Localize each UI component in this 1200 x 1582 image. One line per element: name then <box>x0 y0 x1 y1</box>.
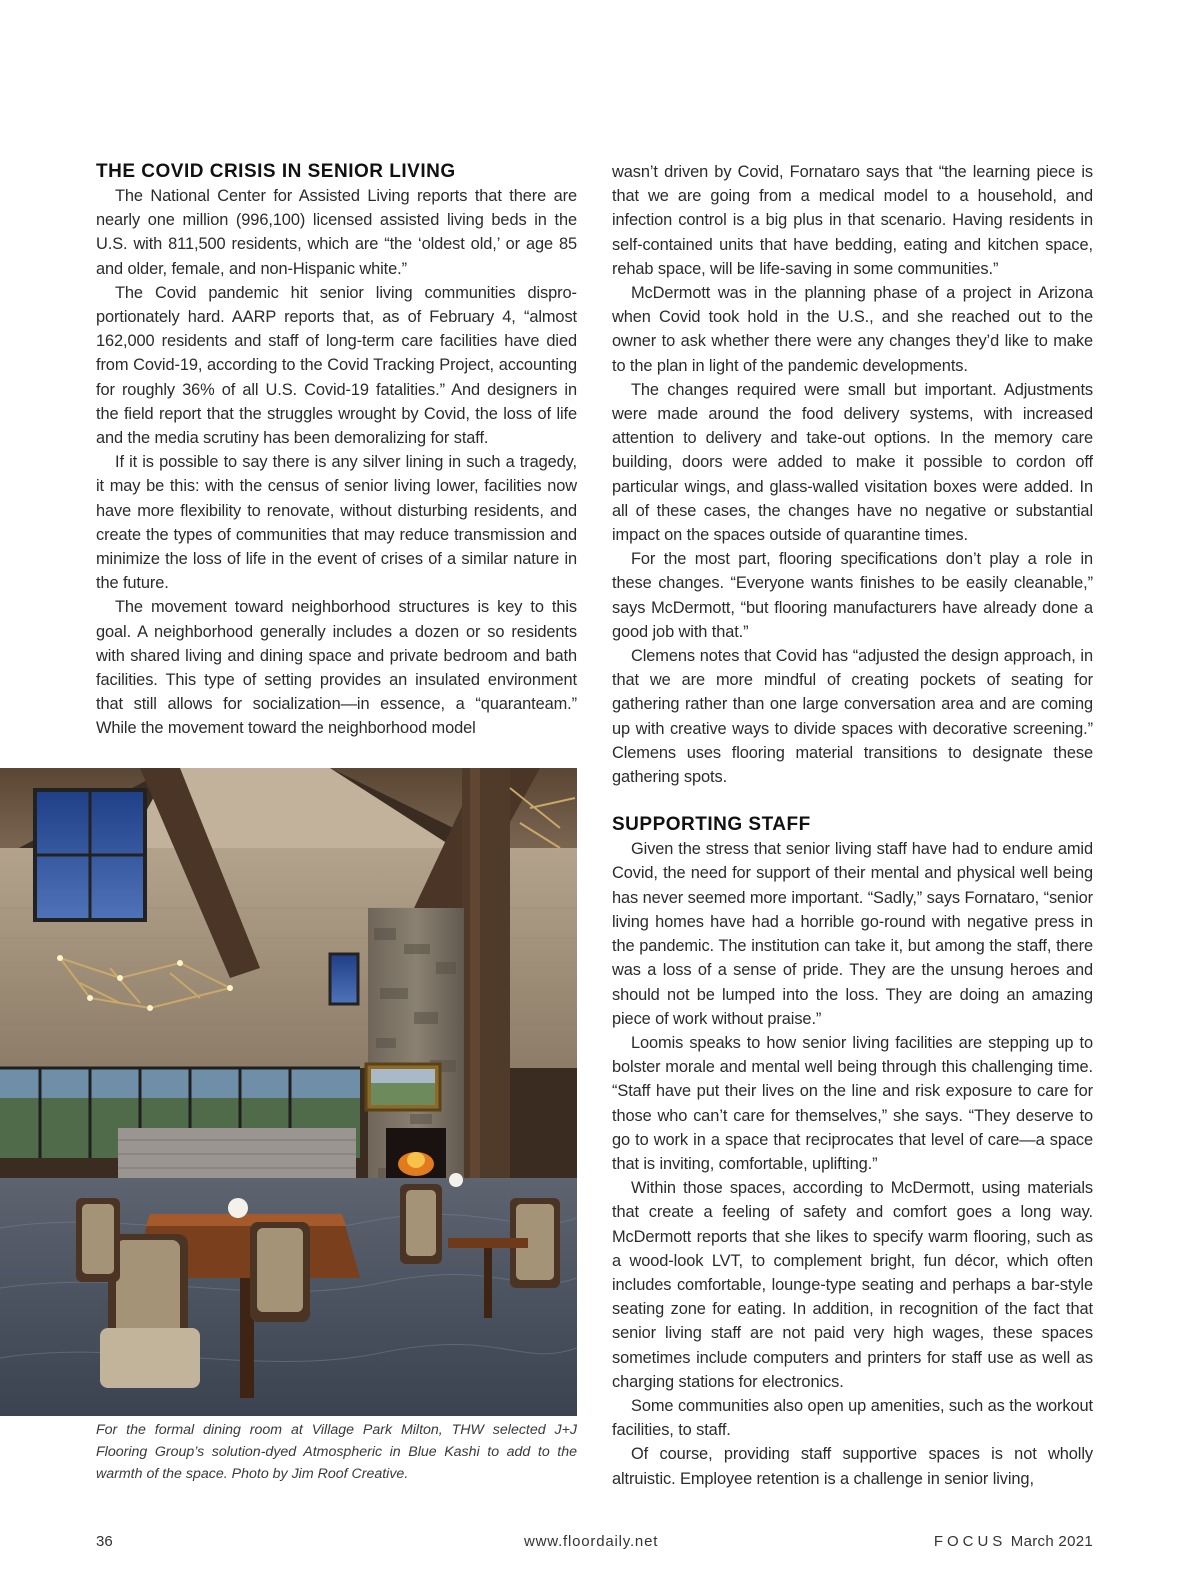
body-paragraph: Clemens notes that Covid has “adjusted the design approach, in that we are more mindful of creating pockets of seating for gathering rather than one large conversation area and are coming up with creative ways to divide spaces with decorative screening.” Clemens uses flooring material transitions to designate these gathering spots. <box>612 647 1093 787</box>
dining-room-photo <box>0 768 577 1416</box>
section-heading-covid-crisis: THE COVID CRISIS IN SENIOR LIVING <box>96 161 456 182</box>
page-number: 36 <box>96 1533 113 1550</box>
body-paragraph: If it is possible to say there is any silver lining in such a tragedy, it may be this: with the census of senior living lower, facilities now have more flexibility to renovate, without disturbing residents, and create the types of communities that may reduce transmission and minimize the loss of life in the event of crises of a similar nature in the future. <box>96 453 577 593</box>
publication-brand: FOCUS <box>933 1533 1007 1550</box>
body-paragraph: Loomis speaks to how senior living facilities are stepping up to bolster morale and mental well being through this challenging time. “Staff have put their lives on the line and risk exposure to care for those who can’t care for themselves,” she says. “They deserve to go to work in a space that reciprocates that level of care—a space that is inviting, comfortable, uplifting.” <box>612 1033 1093 1173</box>
body-paragraph: Some communities also open up amenities, such as the workout facilities, to staff. <box>612 1396 1093 1440</box>
left-column <box>96 160 577 741</box>
body-paragraph: Given the stress that senior living staff have had to endure amid Covid, the need for support of their mental and physical well being has never seemed more important. “Sadly,” says Fornataro, “senior living homes have had a horrible go-round with negative press in the pandemic. The institution can take it, but among the staff, there was a loss of a sense of pride. They are the unsung heroes and should not be lumped into the loss. They are doing an amazing piece of work without praise.” <box>612 840 1093 1028</box>
body-paragraph: McDermott was in the planning phase of a project in Arizona when Covid took hold in the U.S., and she reached out to the owner to ask whether there were any changes they’d like to make to the plan in light of the pandemic developments. <box>612 284 1093 375</box>
body-paragraph: For the most part, flooring specifications don’t play a role in these changes. “Everyone wants finishes to be easily cleanable,” says McDermott, “but flooring manufacturers have already done a good job with that.” <box>612 550 1093 641</box>
photo-caption: For the formal dining room at Village Park Milton, THW selected J+J Flooring Group’s solution-dyed Atmospheric in Blue Kashi to add to the warmth of the space. Photo by Jim Roof Creative. <box>96 1422 577 1482</box>
body-paragraph: The National Center for Assisted Living reports that there are nearly one million (996,100) licensed assisted living beds in the U.S. with 811,500 residents, which are “the ‘oldest old,’ or age 85 and older, female, and non-Hispanic white.” <box>96 187 577 278</box>
body-paragraph-continued: wasn’t driven by Covid, Fornataro says that “the learning piece is that we are going from a medical model to a household, and infection control is a big plus in that scenario. Having residents in self-contained units that have bedding, eating and kitchen space, rehab space, will be life-saving in some communities.” <box>612 163 1093 278</box>
right-column <box>612 160 1093 1491</box>
site-url[interactable]: www.floordaily.net <box>524 1533 659 1550</box>
body-paragraph: The Covid pandemic hit senior living communities disproportionately hard. AARP reports that, as of February 4, “almost 162,000 residents and staff of long-term care facilities have died from Covid-19, according to the Covid Tracking Project, accounting for roughly 36% of all U.S. Covid-19 fatalities.” And designers in the field report that the struggles wrought by Covid, the loss of life and the media scrutiny has been demoralizing for staff. <box>96 283 577 448</box>
issue-label <box>934 1533 1093 1550</box>
body-paragraph: Within those spaces, according to McDermott, using materials that create a feeling of safety and comfort goes a long way. McDermott reports that she likes to specify warm flooring, such as a wood-look LVT, to complement bright, fun décor, which often includes comfortable, lounge-type seating and perhaps a bar-style seating zone for eating. In addition, in recognition of the fact that senior living staff are not paid very high wages, these spaces sometimes include computers and printers for staff use as well as charging stations for electronics. <box>612 1179 1093 1391</box>
body-paragraph: The changes required were small but important. Adjustments were made around the food delivery systems, with increased attention to delivery and take-out options. In the memory care building, doors were added to make it possible to cordon off particular wings, and glass-walled visitation boxes were added. In all of these cases, the changes have no negative or substantial impact on the spaces outside of quarantine times. <box>612 380 1093 545</box>
issue-date: March 2021 <box>1010 1533 1093 1550</box>
section-heading-supporting-staff: SUPPORTING STAFF <box>612 814 811 836</box>
body-paragraph: The movement toward neighborhood structures is key to this goal. A neighborhood generally includes a dozen or so residents with shared living and dining space and private bedroom and bath facilities. This type of setting provides an insulated environment that still allows for socialization—in essence, a “quaranteam.” While the movement toward the neighborhood model <box>96 598 577 738</box>
body-paragraph: Of course, providing staff supportive spaces is not wholly altruistic. Employee retention is a challenge in senior living, <box>612 1445 1093 1488</box>
